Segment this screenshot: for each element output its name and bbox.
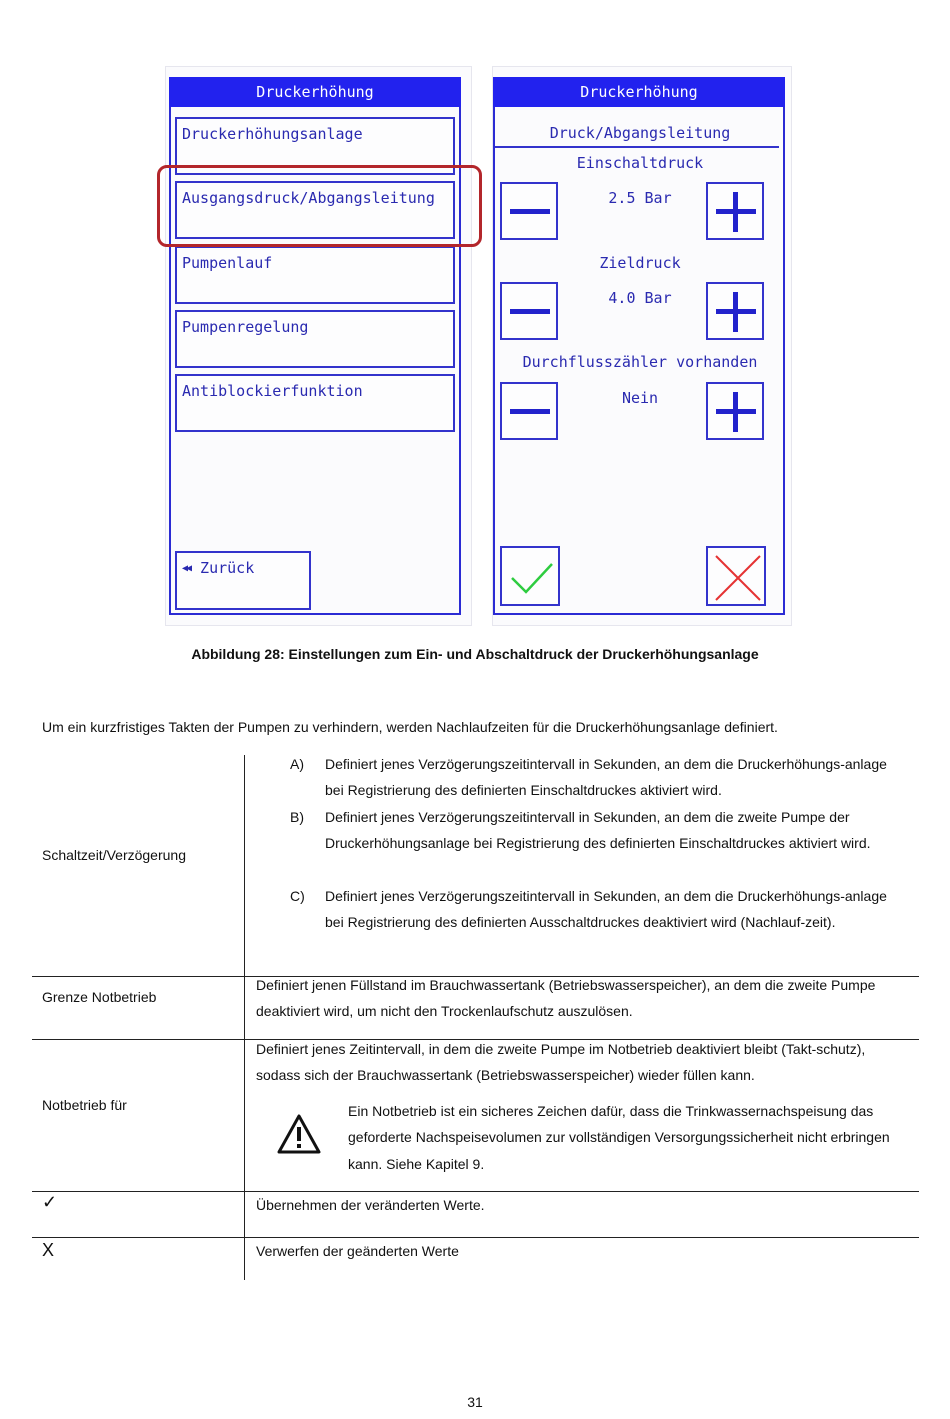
cancel-button[interactable] — [706, 546, 766, 606]
decrease-einschaltdruck-button[interactable] — [500, 182, 558, 240]
row-label-x: X — [42, 1240, 55, 1260]
close-icon — [708, 548, 768, 608]
warning-icon — [276, 1113, 322, 1155]
intro-paragraph: Um ein kurzfristiges Takten der Pumpen zu verhindern, werden Nachlaufzeiten für die Druckerhöhungsanlage definiert. — [42, 719, 778, 735]
setting-value-zieldruck: 4.0 Bar — [608, 289, 672, 307]
selection-highlight — [157, 165, 482, 247]
menu-item-druckerhoehungsanlage[interactable]: Druckerhöhungsanlage — [175, 117, 455, 175]
list-item-text: Definiert jenes Verzögerungszeitintervall in Sekunden, an dem die Druckerhöhungs-anlage bei Registrierung des definierten Einschaltdruckes aktiviert wird. — [325, 756, 887, 799]
back-button[interactable] — [175, 551, 311, 610]
list-item-letter: B) — [290, 809, 304, 825]
setting-label-einschaltdruck: Einschaltdruck — [576, 154, 704, 172]
checkmark-icon — [502, 548, 562, 608]
increase-einschaltdruck-button[interactable] — [706, 182, 764, 240]
menu-item-antiblockierfunktion[interactable]: Antiblockierfunktion — [175, 374, 455, 432]
confirm-button[interactable] — [500, 546, 560, 606]
setting-value-durchfluss: Nein — [621, 389, 659, 407]
table-column-divider — [244, 755, 245, 1280]
plus-icon — [708, 284, 766, 342]
increase-durchfluss-button[interactable] — [706, 382, 764, 440]
decrease-durchfluss-button[interactable] — [500, 382, 558, 440]
menu-item-pumpenlauf[interactable]: Pumpenlauf — [175, 246, 455, 304]
row-label-schaltzeit: Schaltzeit/Verzögerung — [42, 847, 186, 863]
plus-icon — [708, 384, 766, 442]
list-item-text: Definiert jenes Verzögerungszeitintervall in Sekunden, an dem die Druckerhöhungs-anlage bei Registrierung des definierten Ausschaltdruckes deaktiviert wird (Nachlauf-zeit). — [325, 888, 887, 931]
row-label-checkmark: ✓ — [42, 1192, 58, 1212]
menu-screen-title: Druckerhöhung — [169, 77, 461, 107]
row-text-notbetrieb-fuer: Definiert jenes Zeitintervall, in dem die zweite Pumpe im Notbetrieb deaktiviert bleibt (Takt-schutz), sodass sich der Brauchwassertank (Betriebswasserspeicher) wieder füllen kann. — [256, 1041, 866, 1083]
row-text-verwerfen: Verwerfen der geänderten Werte — [256, 1243, 459, 1259]
settings-screen — [492, 66, 792, 626]
setting-label-durchfluss: Durchflusszähler vorhanden — [522, 353, 758, 371]
settings-screen-title: Druckerhöhung — [493, 77, 785, 107]
menu-screen — [165, 66, 472, 626]
figure-caption: Abbildung 28: Einstellungen zum Ein- und Abschaltdruck der Druckerhöhungsanlage — [191, 646, 759, 662]
menu-item-pumpenregelung[interactable]: Pumpenregelung — [175, 310, 455, 368]
subtitle-divider — [495, 146, 779, 148]
back-button-label: Zurück — [200, 559, 255, 577]
row-text-grenze-notbetrieb: Definiert jenen Füllstand im Brauchwassertank (Betriebswasserspeicher), an dem die zweite Pumpe deaktiviert wird, um nicht den Trockenlaufschutz auszulösen. — [256, 977, 876, 1019]
minus-icon — [502, 384, 560, 442]
menu-item-ausgangsdruck[interactable]: Ausgangsdruck/Abgangsleitung — [175, 181, 455, 239]
list-item-text: Definiert jenes Verzögerungszeitintervall in Sekunden, an dem die zweite Pumpe der Druckerhöhungsanlage bei Registrierung des definierten Einschaltdruckes aktiviert wird. — [325, 809, 871, 852]
row-text-uebernehmen: Übernehmen der veränderten Werte. — [256, 1197, 485, 1213]
warning-text: Ein Notbetrieb ist ein sicheres Zeichen dafür, dass die Trinkwassernachspeisung das geforderte Nachspeisevolumen zur vollständigen Versorgungssicherheit nicht erbringen kann. Siehe Kapitel 9. — [348, 1103, 890, 1172]
row-label-notbetrieb-fuer: Notbetrieb für — [42, 1097, 127, 1113]
increase-zieldruck-button[interactable] — [706, 282, 764, 340]
page-number: 31 — [467, 1394, 483, 1410]
setting-value-einschaltdruck: 2.5 Bar — [608, 189, 672, 207]
rewind-icon: ◀◀ — [182, 563, 191, 574]
list-item-letter: C) — [290, 888, 305, 904]
row-label-grenze-notbetrieb: Grenze Notbetrieb — [42, 989, 157, 1005]
minus-icon — [502, 284, 560, 342]
minus-icon — [502, 184, 560, 242]
setting-label-zieldruck: Zieldruck — [599, 254, 681, 272]
decrease-zieldruck-button[interactable] — [500, 282, 558, 340]
list-item-letter: A) — [290, 756, 304, 772]
plus-icon — [708, 184, 766, 242]
settings-subtitle: Druck/Abgangsleitung — [549, 124, 731, 142]
